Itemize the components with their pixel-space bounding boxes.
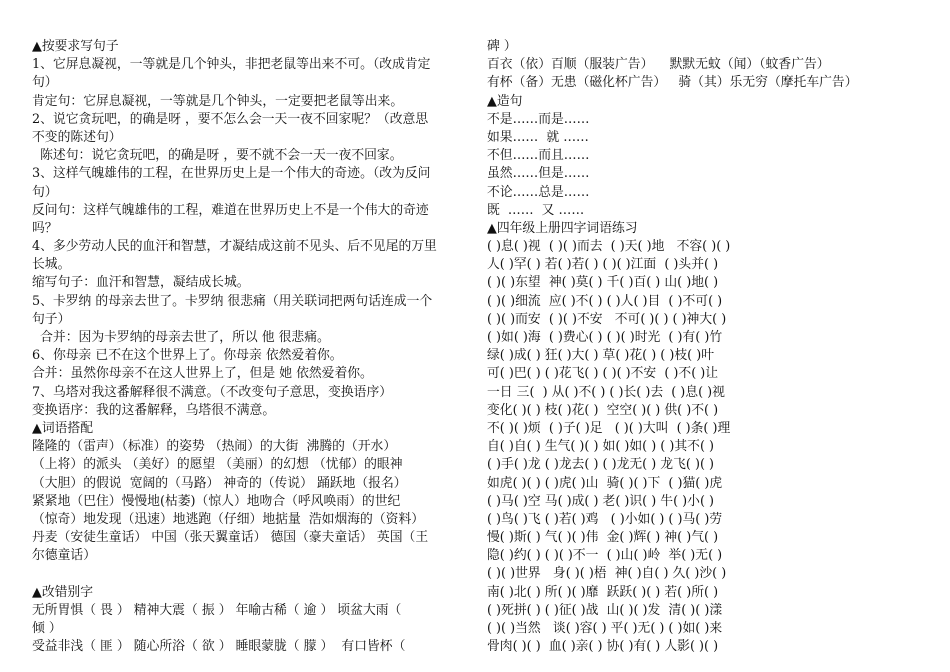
left-column-line: 3、这样气魄雄伟的工程，在世界历史上是一个伟大的奇迹。（改为反问 bbox=[32, 166, 431, 182]
right-column-line: 既 …… 又 …… bbox=[487, 202, 585, 218]
right-column-line: 人( )罕( ) 若( )若( ) ( )( )江面 ( )头并( ) bbox=[487, 257, 719, 273]
right-column-line: 一日 三( ) 从( )不( ) ( )长( )去 ( )息( )视 bbox=[487, 384, 725, 400]
left-column-line: 不变的陈述句） bbox=[32, 129, 122, 145]
right-column-line: 南( )北( ) 所( )( )靡 跃跃( )( ) 若( )所( ) bbox=[487, 584, 719, 600]
left-column-line: 丹麦（安徒生童话） 中国（张天翼童话） 德国（豪夫童话） 英国（王 bbox=[32, 530, 429, 546]
right-column-line: 绿( )成( ) 狂( )大( ) 草( )花( ) ( )枝( )叶 bbox=[487, 348, 715, 364]
left-column-line: 句子） bbox=[32, 311, 71, 327]
left-column-line: 5、卡罗纳 的母亲去世了。卡罗纳 很悲痛（用关联词把两句话连成一个 bbox=[32, 293, 433, 309]
left-column-line: （上将）的派头 （美好）的愿望 （美丽）的幻想 （忧郁）的眼神 bbox=[32, 457, 403, 473]
right-column-line: ( )手( )龙 ( )龙去( ) ( )龙无( ) 龙飞( )( ) bbox=[487, 457, 715, 473]
left-column-line: 1、它屏息凝视，一等就是几个钟头，非把老鼠等出来不可。（改成肯定 bbox=[32, 57, 431, 73]
right-column-line: ( )死拼( ) ( )征( )战 山( )( )发 清( )( )漾 bbox=[487, 602, 723, 618]
left-column-line: 句） bbox=[32, 75, 58, 91]
left-column-line: 合并：虽然你母亲不在这人世界上了，但是 她 依然爱着你。 bbox=[32, 366, 373, 382]
right-column-line: ▲四年级上册四字词语练习 bbox=[487, 220, 638, 236]
left-column-line: 吗？ bbox=[32, 220, 58, 236]
right-column-line: 可( )巴( ) ( )花飞( ) ( )( )不安 ( )不( )让 bbox=[487, 366, 719, 382]
left-column-line: 无所胃惧（ 畏 ） 精神大震（ 振 ） 年喻古稀（ 逾 ） 顷盆大雨（ bbox=[32, 602, 402, 618]
left-column-line: ▲词语搭配 bbox=[32, 420, 94, 436]
right-column-line: 变化( )( ) 枝( )花( ) 空空( )( ) 供( )不( ) bbox=[487, 402, 719, 418]
right-column-line: ( )( )世界 身( )( )梧 神( )自( ) 久( )沙( ) bbox=[487, 566, 727, 582]
left-column-line: 陈述句：说它贪玩吧，的确是呀 ，要不就不会一天一夜不回家。 bbox=[32, 148, 403, 164]
right-column-line: ( )( )当然 谈( )容( ) 平( )无( ) ( )如( )来 bbox=[487, 621, 723, 636]
left-column-line: 7、乌塔对我这番解释很不满意。（不改变句子意思，变换语序） bbox=[32, 384, 393, 400]
left-column-line: 受益非浅（ 匪 ） 随心所浴（ 欲 ） 睡眼蒙胧（ 朦 ） 有口皆杯（ bbox=[32, 639, 406, 655]
right-column-line: 如虎( )( ) ( )虎( )山 骑( )( )下 ( )猫( )虎 bbox=[487, 475, 723, 491]
left-column-line bbox=[32, 565, 464, 583]
right-column-line: ( )息( )视 ( )( )而去 ( )天( )地 不容( )( ) bbox=[487, 239, 731, 255]
right-column-line: 虽然……但是…… bbox=[487, 166, 590, 182]
right-column-line: 隐( )约( ) ( )( )不一 ( )山( )岭 举( )无( ) bbox=[487, 548, 723, 564]
right-column-line: 如果…… 就 …… bbox=[487, 129, 589, 145]
left-column-line: 2、说它贪玩吧，的确是呀 ，要不怎么会一天一夜不回家呢？（改意思 bbox=[32, 111, 429, 127]
left-column bbox=[32, 38, 464, 656]
right-column-line: ▲造句 bbox=[487, 93, 523, 109]
left-column-line: 长城。 bbox=[32, 257, 71, 273]
right-column-line: ( )( )细流 应( )不( ) ( )人( )目 ( )不可( ) bbox=[487, 293, 723, 309]
right-column-line: 自( )自( ) 生气( )( ) 如( )如( ) ( )其不( ) bbox=[487, 439, 715, 455]
right-column-line: ( )鸟( )飞 ( )若( )鸡 ( )小如( ) ( )马( )劳 bbox=[487, 511, 723, 527]
left-column-line: 6、你母亲 已不在这个世界上了。你母亲 依然爱着你。 bbox=[32, 348, 343, 364]
right-column-line: 不( )( )烦 ( )子( )足 ( )( )大叫 ( )条( )理 bbox=[487, 420, 731, 436]
right-column-line: 百衣（依）百顺（服装广告） 默默无蚊（闻）（蚊香广告） bbox=[487, 57, 830, 73]
left-column-line: 紧紧地（巴住）慢慢地(枯萎)（惊人）地吻合（呼风唤雨）的世纪 bbox=[32, 493, 401, 509]
right-column-line: ( )( )而安 ( )( )不安 不可( )( ) ( )神大( ) bbox=[487, 311, 727, 327]
left-column-line: 合并：因为卡罗纳的母亲去世了，所以 他 很悲痛。 bbox=[32, 330, 330, 345]
right-column-line: 慢( )斯( ) 气( )( )伟 金( )辉( ) 神( )气( ) bbox=[487, 530, 719, 546]
right-column-line: 有杯（备）无患（磁化杯广告） 骑（其）乐无穷（摩托车广告） bbox=[487, 75, 858, 91]
left-column-line: ▲改错别字 bbox=[32, 584, 94, 600]
right-column-line: 碑 ） bbox=[487, 39, 517, 54]
right-column bbox=[487, 38, 927, 656]
left-column-line: ▲按要求写句子 bbox=[32, 39, 119, 54]
right-column-line: ( )如( )海 ( )费心( ) ( )( )时光 ( )有( )竹 bbox=[487, 330, 723, 345]
left-column-line: 变换语序：我的这番解释，乌塔很不满意。 bbox=[32, 402, 276, 418]
right-column-line: 骨肉( )( ) 血( )亲( ) 协( )有( ) 人影( )( ) bbox=[487, 639, 719, 655]
left-column-line: 缩写句子：血汗和智慧，凝结成长城。 bbox=[32, 275, 250, 291]
left-column-line: （惊奇）地发现（迅速）地逃跑（仔细）地掂量 浩如烟海的（资料） bbox=[32, 511, 425, 527]
left-column-line: （大胆）的假说 宽阔的（马路） 神奇的（传说） 踊跃地（报名） bbox=[32, 475, 407, 491]
right-column-line: 不是……而是…… bbox=[487, 111, 590, 127]
left-column-line: 尔德童话） bbox=[32, 548, 96, 564]
left-column-line: 倾 ） bbox=[32, 621, 62, 636]
right-column-line: 不论……总是…… bbox=[487, 184, 590, 200]
right-column-line: ( )( )东望 神( )莫( ) 千( )百( ) 山( )地( ) bbox=[487, 275, 719, 291]
left-column-line: 隆隆的（雷声）（标准）的姿势 （热闹）的大街 沸腾的（开水） bbox=[32, 439, 397, 455]
left-column-line: 肯定句：它屏息凝视，一等就是几个钟头，一定要把老鼠等出来。 bbox=[32, 93, 404, 109]
left-column-line: 句） bbox=[32, 184, 58, 200]
right-column-line: 不但……而且…… bbox=[487, 148, 590, 164]
right-column-line: ( )马( )空 马( )成( ) 老( )识( ) 牛( )小( ) bbox=[487, 493, 715, 509]
left-column-line: 反问句：这样气魄雄伟的工程，难道在世界历史上不是一个伟大的奇迹 bbox=[32, 202, 429, 218]
left-column-line: 4、多少劳动人民的血汗和智慧，才凝结成这前不见头、后不见尾的万里 bbox=[32, 239, 437, 255]
